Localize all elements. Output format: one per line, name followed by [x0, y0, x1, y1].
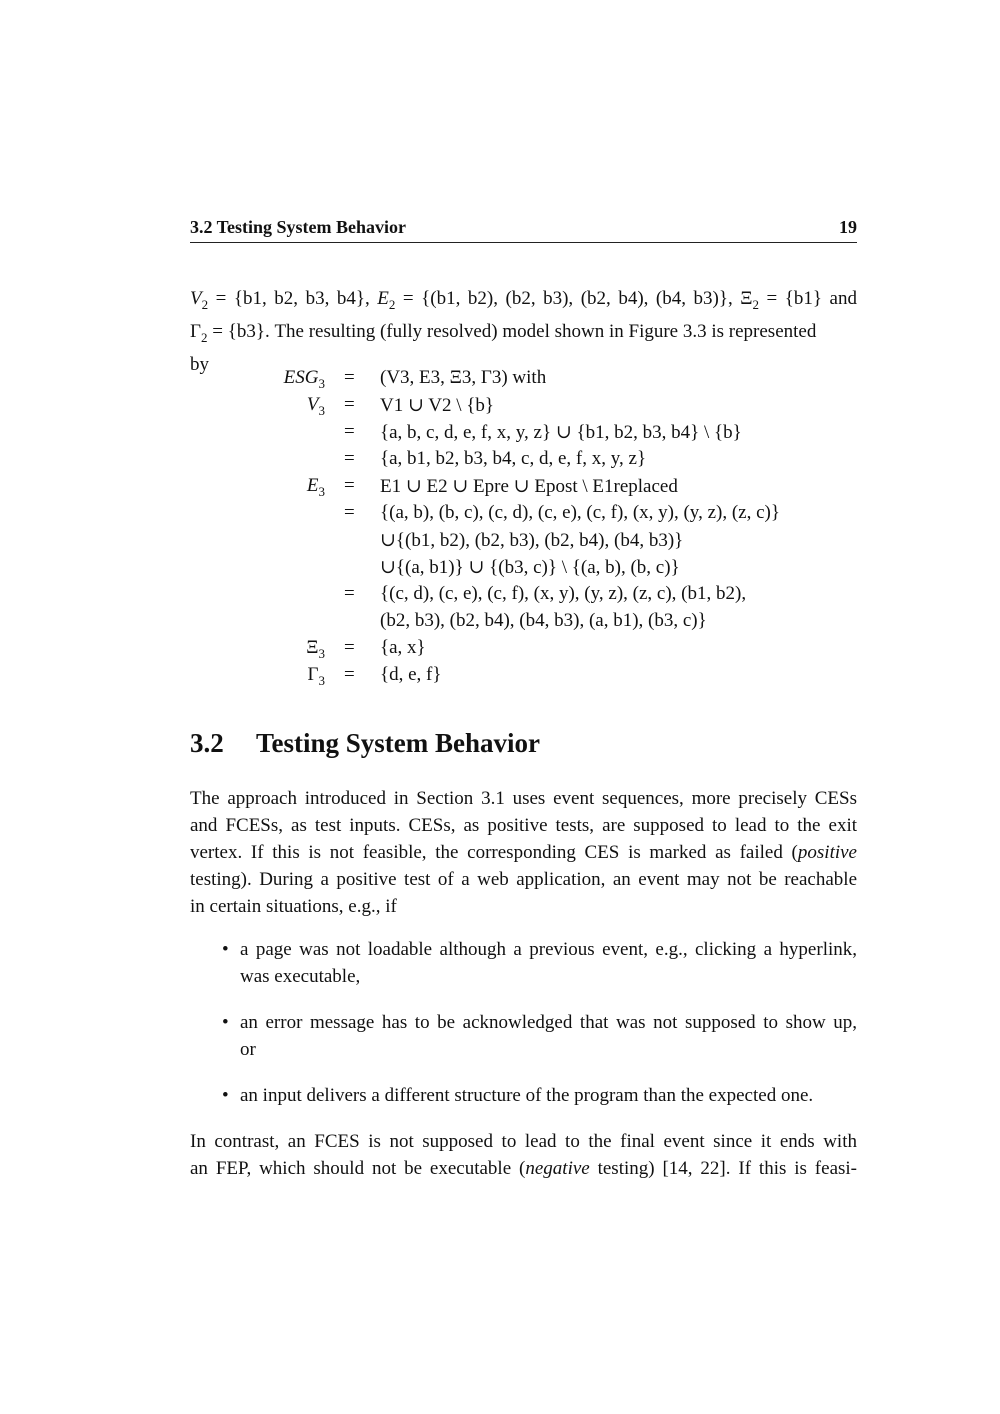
equation-rhs: {(a, b), (b, c), (c, d), (c, e), (c, f), (x, y), (y, z), (z, c)}	[380, 502, 780, 523]
gamma2-symbol: Γ	[190, 320, 201, 342]
intro-paragraph	[190, 285, 857, 378]
equation-rhs: E1 ∪ E2 ∪ Epre ∪ Epost \ E1replaced	[380, 476, 678, 497]
paragraph-text: vertex. If this is not feasible, the corresponding CES is marked as failed (	[190, 842, 798, 863]
equation-lhs	[284, 367, 325, 392]
bullet-marker: •	[222, 939, 229, 960]
list-item-text	[240, 936, 857, 990]
paragraph-line: The approach introduced in Section 3.1 uses event sequences, more precisely CESs	[190, 788, 857, 809]
equation-lhs	[307, 475, 325, 500]
equation-relation: =	[344, 448, 355, 469]
running-head-title: 3.2 Testing System Behavior	[190, 217, 407, 237]
paragraph-line	[190, 1155, 857, 1182]
paragraph-line: In contrast, an FCES is not supposed to lead to the final event since it ends with	[190, 1131, 857, 1152]
equation-lhs-subscript: 3	[318, 375, 325, 391]
list-item-line: a page was not loadable although a previous event, e.g., clicking a hyperlink,	[240, 939, 857, 960]
list-item-line: an error message has to be acknowledged that was not supposed to show up,	[240, 1012, 857, 1033]
equation-row	[190, 583, 857, 610]
equation-lhs-subscript: 3	[318, 402, 325, 418]
equation-row	[190, 367, 857, 394]
equation-row	[190, 394, 857, 421]
equation-lhs-symbol: E	[306, 475, 319, 496]
equation-rhs: {(c, d), (c, e), (c, f), (x, y), (y, z), (z, c), (b1, b2),	[380, 583, 747, 604]
section-heading	[190, 728, 540, 759]
equation-relation: =	[344, 367, 355, 388]
equation-lhs-symbol: Ξ	[306, 637, 319, 658]
equation-relation: =	[344, 421, 355, 442]
paragraph-line: in certain situations, e.g., if	[190, 896, 397, 917]
bullet-marker: •	[222, 1012, 229, 1033]
equation-row	[190, 556, 857, 583]
equation-block	[190, 367, 857, 691]
equation-rhs: {a, x}	[380, 637, 426, 658]
equation-rhs: (b2, b3), (b2, b4), (b4, b3), (a, b1), (b3, c)}	[380, 610, 707, 631]
equation-relation: =	[344, 502, 355, 523]
equation-rhs: {a, b1, b2, b3, b4, c, d, e, f, x, y, z}	[380, 448, 647, 469]
equation-relation: =	[344, 583, 355, 604]
equation-rhs: (V3, E3, Ξ3, Γ3) with	[380, 367, 547, 388]
equation-row	[190, 610, 857, 637]
running-head	[190, 214, 857, 243]
v2-symbol: V	[190, 288, 202, 309]
e2-symbol: E	[377, 288, 389, 309]
list-item-text	[240, 1009, 857, 1063]
intro-line-1: $V_2 = \{b1$, b2, b3, b4}, $E_2 = \{(b1$, b2), (b2, b3), (b2, b4), (b4, b3)}, $\Xi_2 = \{b1\}$ and	[190, 288, 857, 312]
equation-lhs-symbol: ESG	[283, 367, 319, 388]
equation-row	[190, 448, 857, 475]
section-title: Testing System Behavior	[256, 728, 541, 758]
emphasis-positive: positive	[797, 842, 857, 863]
equation-lhs	[307, 394, 325, 419]
equation-relation: =	[344, 664, 355, 685]
equation-lhs	[308, 664, 325, 689]
equation-lhs-subscript: 3	[318, 645, 325, 661]
list-item-line: was executable,	[240, 966, 361, 987]
body-paragraph-2	[190, 1128, 857, 1182]
section-number: 3.2	[190, 728, 224, 758]
equation-lhs	[306, 637, 325, 662]
intro-line-2: $\Gamma_2 = \{b3\}$. The resulting (fully resolved) model shown in Figure 3.3 is represented	[190, 320, 817, 345]
intro-line-3: by	[190, 353, 209, 375]
equation-row	[190, 421, 857, 448]
equation-row	[190, 475, 857, 502]
paragraph-line: testing). During a positive test of a web application, an event may not be reachable	[190, 869, 857, 890]
equation-relation: =	[344, 637, 355, 658]
equation-row	[190, 529, 857, 556]
equation-row	[190, 637, 857, 664]
paragraph-line	[190, 839, 857, 866]
intro-text: = {b3}. The resulting (fully resolved) model shown in Figure 3.3 is represented	[207, 320, 817, 342]
paragraph-text: testing) [14, 22]. If this is feasi-	[589, 1158, 858, 1179]
equation-relation: =	[344, 475, 355, 496]
page-number: 19	[839, 217, 857, 237]
equation-rhs: {d, e, f}	[380, 664, 442, 685]
equation-relation: =	[344, 394, 355, 415]
list-item-text	[240, 1082, 857, 1109]
equation-rhs: ∪{(a, b1)} ∪ {(b3, c)} \ {(a, b), (b, c)}	[380, 557, 680, 578]
equation-lhs-subscript: 3	[318, 672, 325, 688]
intro-text: = {b1} and	[759, 288, 857, 309]
equation-lhs-symbol: Γ	[307, 664, 319, 685]
emphasis-negative: negative	[525, 1158, 590, 1179]
equation-rhs: V1 ∪ V2 \ {b}	[380, 395, 495, 416]
equation-lhs-symbol: V	[306, 394, 319, 415]
bullet-marker: •	[222, 1085, 229, 1106]
list-item-line: or	[240, 1039, 256, 1060]
list-item-line: an input delivers a different structure of the program than the expected one.	[240, 1085, 814, 1106]
equation-rhs: {a, b, c, d, e, f, x, y, z} ∪ {b1, b2, b3, b4} \ {b}	[380, 422, 742, 443]
equation-row	[190, 664, 857, 691]
paragraph-line: and FCESs, as test inputs. CESs, as positive tests, are supposed to lead to the exit	[190, 815, 857, 836]
intro-text: = {(b1, b2), (b2, b3), (b2, b4), (b4, b3)}, Ξ	[395, 288, 753, 309]
intro-text: = {b1, b2, b3, b4},	[208, 288, 378, 309]
equation-row	[190, 502, 857, 529]
equation-lhs-subscript: 3	[318, 483, 325, 499]
equation-rhs: ∪{(b1, b2), (b2, b3), (b2, b4), (b4, b3)}	[380, 530, 684, 551]
paragraph-text: an FEP, which should not be executable (	[190, 1158, 526, 1179]
body-paragraph-1	[190, 785, 857, 920]
